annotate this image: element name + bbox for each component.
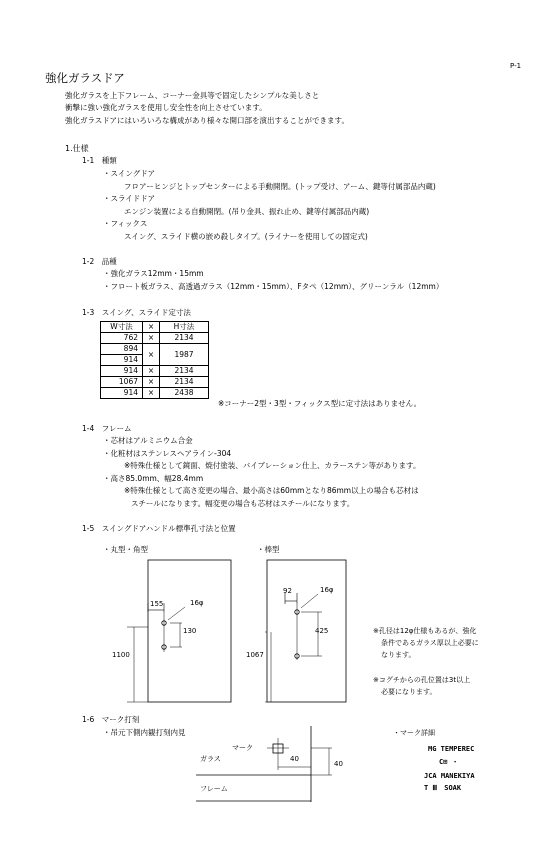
s4-item-3-note-1: ※特殊仕様として高さ変更の場合、最小高さは60mmとなり86mm以上の場合も芯材は [124,486,419,495]
dim-92: 92 [283,587,292,595]
s3-note: ※コーナー2型・3型・フィックス型に定寸法はありません。 [218,399,422,408]
s1-slide-desc: エンジン装置による自動開閉。(吊り金具、振れ止め、鍵等付属部品内蔵) [124,207,370,216]
mark-detail-label: ・マーク詳細 [393,729,435,737]
right-door-outline [267,560,346,702]
s1-fix-desc: スイング、スライド横の嵌め殺しタイプ。(ライナーを使用しての固定式) [124,232,368,241]
s3-heading: 1-3 スイング、スライド定寸法 [82,308,191,317]
cell-x: × [143,366,160,377]
dim-40-vertical: 40 [334,760,343,768]
dim-16-left: 16φ [190,599,204,607]
s1-slide-label: ・スライドドア [103,194,156,203]
cell-x: × [143,377,160,388]
cell-x: × [143,344,160,366]
s6-heading: 1-6 マーク打刻 [82,715,140,724]
intro-line-3: 強化ガラスドアにはいろいろな構成があり様々な開口部を演出することができます。 [65,116,349,125]
cell-x: × [143,333,160,344]
bar-handle-door-drawing [265,560,346,702]
glass-label: ガラス [200,755,221,763]
round-handle-door-drawing [127,560,231,702]
s4-heading: 1-4 フレーム [82,424,132,433]
mark-label: マーク [232,744,253,752]
dim-40-horizontal: 40 [290,755,299,763]
s5-heading: 1-5 スイングドアハンドル標準孔寸法と位置 [82,524,236,533]
s5-left-label: ・丸型・角型 [103,545,148,554]
s1-swing-label: ・スイングドア [103,169,155,178]
dim-1100: 1100 [112,651,130,659]
s4-item-2: ・化粧材はステンレスヘアライン-304 [103,449,232,458]
s1-fix-label: ・フィックス [103,219,148,228]
mark-detail-line-4: T Ⅲ SOAK [424,784,462,792]
s1-heading: 1-1 種類 [82,156,117,165]
s5-note1-line3: なります。 [381,651,416,659]
s2-item-2: ・フロート板ガラス、高透過ガラス（12mm・15mm）、Fタペ（12mm）、グリーンラル（12mm） [103,282,444,291]
dim-16-right: 16φ [320,586,334,594]
frame-label: フレーム [200,785,228,793]
s5-right-label: ・棒型 [257,545,280,554]
page-number: P-1 [510,62,522,70]
cell-w: 762 [101,333,143,344]
dim-130: 130 [183,627,197,635]
dim-155: 155 [150,600,164,608]
intro-line-2: 衝撃に強い強化ガラスを使用し安全性を向上させています。 [65,103,267,112]
cell-x: × [143,388,160,399]
s2-item-1: ・強化ガラス12mm・15mm [103,269,204,278]
s4-item-2-note: ※特殊仕様として鏡面、焼付塗装、バイブレーション仕上、カラーステン等があります。 [124,461,421,470]
cell-w: 914 [101,355,143,366]
intro-line-1: 強化ガラスを上下フレーム、コーナー金具等で固定したシンプルな美しさと [65,91,320,100]
mark-detail-line-1: MG TEMPEREC [428,745,475,753]
cell-h: 2134 [160,333,209,344]
s6-sub: ・吊元下側内観打刻内見 [103,728,186,737]
s4-item-3-note-2: スチールになります。幅変更の場合も芯材はスチールになります。 [131,499,355,508]
col-h-header: H寸法 [160,322,209,333]
cell-h: 2134 [160,377,209,388]
cell-h: 2134 [160,366,209,377]
col-w-header: W寸法 [101,322,143,333]
s4-item-3: ・高さ85.0mm、幅28.4mm [103,474,204,483]
dim-1067: 1067 [246,651,264,659]
cell-w: 1067 [101,377,143,388]
page-title: 強化ガラスドア [45,71,125,85]
cell-w: 894 [101,344,143,355]
s5-note1-line1: ※孔径は12φ仕様もあるが、強化 [373,627,477,635]
cell-w: 914 [101,366,143,377]
mark-detail-line-2: C⊞ ・ [439,758,459,766]
dim-425: 425 [315,627,329,635]
cell-h: 2438 [160,388,209,399]
s5-note2-line1: ※コグチからの孔位置は3t以上 [373,676,471,684]
cell-h: 1987 [160,344,209,366]
cell-w: 914 [101,388,143,399]
s1-swing-desc: フロアーヒンジとトップセンターによる手動開閉。(トップ受け、アーム、鍵等付属部品内蔵) [124,182,436,191]
s2-heading: 1-2 品種 [82,257,117,266]
s5-note2-line2: 必要になります。 [381,688,437,696]
s4-item-1: ・芯材はアルミニウム合金 [103,436,193,445]
col-x-header: × [143,322,160,333]
mark-detail-line-3: JCA MANEKIYA [424,772,475,780]
spec-heading: 1.仕様 [65,144,89,153]
s5-note1-line2: 条件であるガラス厚以上必要に [381,639,479,647]
